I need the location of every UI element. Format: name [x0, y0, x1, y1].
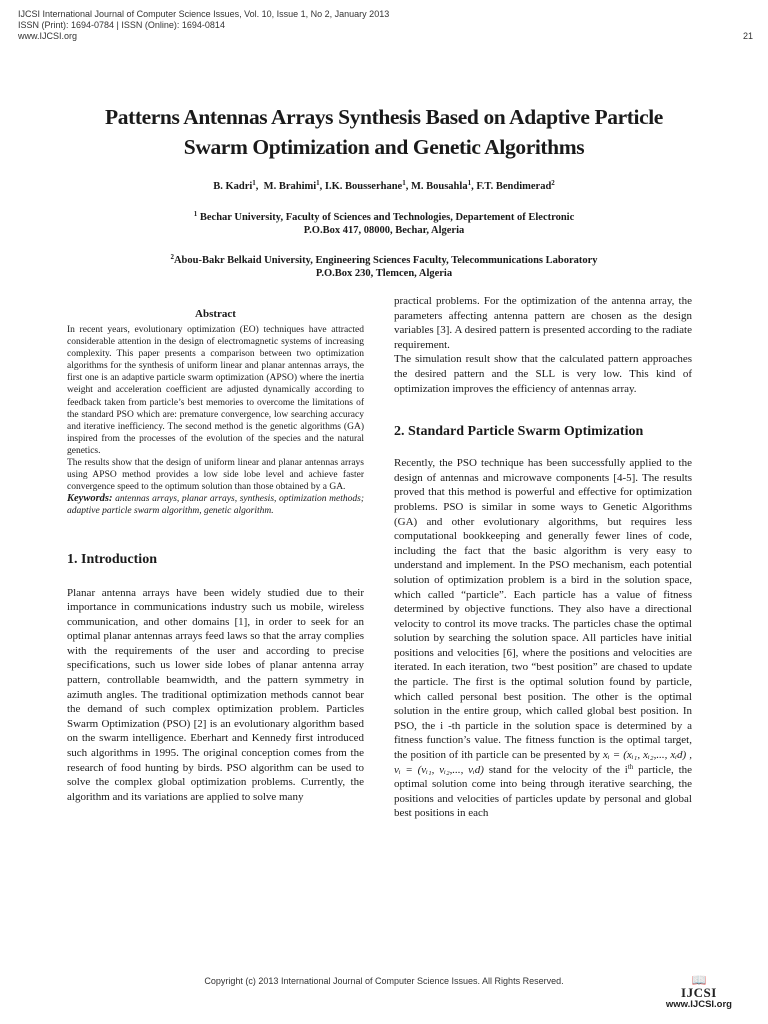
journal-header-issn: ISSN (Print): 1694-0784 | ISSN (Online): 1694-0814 [18, 20, 225, 30]
right-column [394, 294, 692, 821]
journal-header [18, 9, 753, 42]
ijcsi-logo [666, 974, 732, 1010]
left-column [67, 308, 364, 804]
author-name: M. Bousahla [410, 181, 468, 192]
paper-title-line1: Patterns Antennas Arrays Synthesis Based on Adaptive Particle [105, 105, 663, 129]
body-paragraph: practical problems. For the optimization of the antenna array, the parameters affecting antenna pattern are chosen as the design variables [3]. A desired pattern is presented according to the radiate requirement. [394, 295, 692, 351]
math-velocity-vector: vᵢ = (vᵢ₁, vᵢ₂,..., vᵢd) [394, 763, 484, 776]
journal-header-line1: IJCSI International Journal of Computer Science Issues, Vol. 10, Issue 1, No 2, January 2013 [18, 9, 390, 19]
author-name: B. Kadri [213, 181, 253, 192]
author-name: I.K. Bousserhane [324, 181, 403, 192]
journal-header-url: www.IJCSI.org [18, 31, 78, 41]
book-icon: 📖 [691, 973, 707, 987]
keywords: Keywords: antennas arrays, planar arrays, synthesis, optimization methods; adaptive particle swarm algorithm, genetic algorithm. [67, 493, 364, 517]
paper-title [20, 102, 748, 162]
abstract-heading: Abstract [195, 308, 236, 320]
copyright-footer: Copyright (c) 2013 International Journal of Computer Science Issues. All Rights Reserved. [204, 976, 564, 986]
body-paragraph: The simulation result show that the calculated pattern approaches the desired pattern and the SLL is very low. This kind of optimization improves the efficiency of antennas array. [394, 353, 692, 395]
author-name: F.T. Bendimerad [476, 181, 552, 192]
logo-text: IJCSI [681, 985, 717, 1000]
abstract-paragraph: The results show that the design of uniform linear and planar antennas arrays using APSO method provides a low side lobe level and achieve faster convergence speed to the optimum solution than those obtained by a GA. [67, 458, 364, 493]
logo-url: www.IJCSI.org [665, 999, 732, 1010]
abstract-paragraph: In recent years, evolutionary optimization (EO) techniques have attracted considerable attention in the design of electromagnetic systems of increasing complexity. This paper presents a comparison between two optimization algorithms for the synthesis of uniform linear and planar antennas arrays, the first one is an adaptive particle swarm optimization (APSO) where the inertia weight and acceleration coefficient are adjusted dynamically according to feedback taken from particle’s best memories to overcome the limitations of the standard PSO which are: premature convergence, low searching accuracy and iterative inefficiency. The second method is the genetic algorithms (GA) inspired from the processes of the evolution of the species and the natural genetics. [67, 325, 364, 456]
author-name: M. Brahimi [263, 181, 317, 192]
paper-title-line2: Swarm Optimization and Genetic Algorithms [183, 135, 585, 159]
section-heading-pso: 2. Standard Particle Swarm Optimization [394, 424, 644, 440]
body-paragraph: Planar antenna arrays have been widely studied due to their importance in communications industry such us mobile, wireless communication, and other domains [1], in order to seek for an optimal planar antennas arrays feed laws so that the array complies with the requirements of the user and according to precise specifications, such us lower side lobes of planar antenna array pattern, controllable beamwidth, and the pattern symmetry in azimuth angles. The traditional optimization methods cannot bear the demand of such complex optimization problem. Particles Swarm Optimization (PSO) [2] is an evolutionary algorithm based on the swarm intelligence. Eberhart and Kennedy first introduced such algorithms in 1995. The original conception comes from the research of food hunting by birds. PSO algorithm can be used to solve the complex global optimization problems. Currently, the algorithm and its variations are applied to solve many [67, 586, 364, 803]
body-paragraph: Recently, the PSO technique has been successfully applied to the design of antennas and microwave components [4-5]. The results proved that this method is powerful and effective for optimization problems. PSO is similar in some ways to Genetic Algorithms (GA) and other evolutionary algorithms, but requires less computational bookkeeping and generally fewer lines of code, including the fact that the basic algorithm is very easy to understand and implement. In the PSO mechanism, each potential solution of optimization problem is a bird in the solution space, which called “particle”. Each particle has a value of fitness determined by objective functions. They also have a directional velocity to control its move tracks. The particles chase the optimal solution by searching the solution space. All particles have initial positions and velocities [6], where the positions and velocities are iterated. In each iteration, two “best position” are chased to update the particle. The first is the optimal solution found by particle, which called personal best position. The other is the optimal solution in the entire group, which called global best position. In PSO, the i -th particle in the solution space is determined by a fitness function’s value. The fitness function is the optimal target, the position of ith particle can be presented by xᵢ = (xᵢ₁, xᵢ₂,..., xᵢd) , vᵢ = (vᵢ₁, vᵢ₂,..., vᵢd) stand for the velocity of the $i^{th}$ particle, the optimal solution come into being through iterative searching, the positions and velocities of particles update by personal and global best positions in each [394, 457, 693, 820]
math-position-vector: xᵢ = (xᵢ₁, xᵢ₂,..., xᵢd) , [603, 749, 693, 762]
affiliation-1: $^1$ Bechar University, Faculty of Sciences and Technologies, Departement of Electronic P.O.Box 417, 08000, Bechar, Algeria [193, 210, 575, 236]
section-heading-introduction: 1. Introduction [67, 551, 157, 567]
author-list: B. Kadri$^1$, M. Brahimi$^1$, I.K. Bousserhane$^1$, M. Bousahla$^1$, F.T. Bendimerad$^2$ [213, 179, 555, 192]
affiliation-2: $^2$Abou-Bakr Belkaid University, Engineering Sciences Faculty, Telecommunications Laboratory P.O.Box 230, Tlemcen, Algeria [170, 253, 598, 279]
page-number: 21 [742, 31, 753, 41]
